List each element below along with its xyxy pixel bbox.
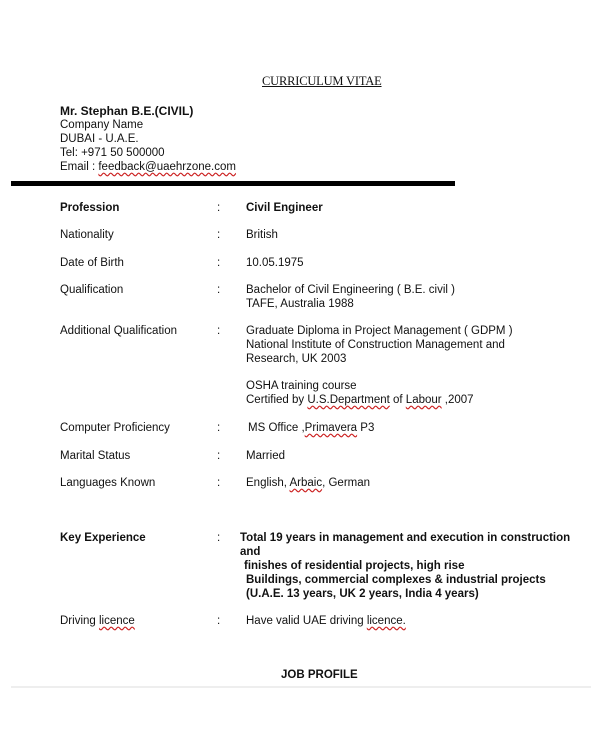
value-marital-status: Married xyxy=(246,450,285,462)
additional-line: Research, UK 2003 xyxy=(246,353,347,365)
certification-line xyxy=(246,393,586,407)
value-qualification xyxy=(246,283,586,311)
header-divider xyxy=(11,181,455,186)
cert-text: Certified by xyxy=(246,394,308,406)
value-text: Have valid UAE driving xyxy=(246,615,367,627)
email-link[interactable]: feedback@uaehrzone.com xyxy=(98,161,236,173)
label-qualification: Qualification xyxy=(60,284,124,296)
colon: : xyxy=(217,257,221,269)
document-title: CURRICULUM VITAE xyxy=(262,74,382,88)
city: DUBAI - U.A.E. xyxy=(60,133,139,145)
label-driving-licence xyxy=(60,614,210,628)
job-profile-heading: JOB PROFILE xyxy=(281,669,358,681)
additional-line: National Institute of Construction Management and xyxy=(246,339,505,351)
value-driving-licence xyxy=(246,614,586,628)
label-languages: Languages Known xyxy=(60,477,156,489)
label-computer-proficiency: Computer Proficiency xyxy=(60,422,170,434)
colon: : xyxy=(217,325,221,337)
label-licence: licence xyxy=(98,615,135,627)
colon: : xyxy=(217,202,221,214)
additional-line: Graduate Diploma in Project Management ( GDPM ) xyxy=(246,325,513,337)
cert-labour: Labour xyxy=(405,394,442,406)
osha-course: OSHA training course xyxy=(246,380,357,392)
label-marital-status: Marital Status xyxy=(60,450,131,462)
cert-department: U.S.Department xyxy=(307,394,390,406)
language-text: , German xyxy=(322,477,371,489)
experience-line: (U.A.E. 13 years, UK 2 years, India 4 years) xyxy=(246,588,479,600)
qualification-line: TAFE, Australia 1988 xyxy=(246,298,354,310)
language-text: English, xyxy=(246,477,290,489)
cert-text: of xyxy=(389,394,406,406)
email-line xyxy=(60,160,236,174)
colon: : xyxy=(217,450,221,462)
colon: : xyxy=(217,477,221,489)
software-version: P3 xyxy=(357,422,375,434)
label-additional-qualification: Additional Qualification xyxy=(60,325,177,337)
label-profession: Profession xyxy=(60,202,120,214)
experience-line: Buildings, commercial complexes & industrial projects xyxy=(246,574,546,586)
cert-year: ,2007 xyxy=(441,394,474,406)
label-nationality: Nationality xyxy=(60,229,114,241)
value-date-of-birth: 10.05.1975 xyxy=(246,257,304,269)
label-date-of-birth: Date of Birth xyxy=(60,257,124,269)
experience-line: finishes of residential projects, high rise xyxy=(244,560,465,572)
label-key-experience: Key Experience xyxy=(60,532,146,544)
software-primavera: Primavera xyxy=(304,422,358,434)
colon: : xyxy=(217,532,221,544)
page-edge-line xyxy=(11,686,591,688)
colon: : xyxy=(217,615,221,627)
value-key-experience xyxy=(240,531,580,601)
telephone: Tel: +971 50 500000 xyxy=(60,147,165,159)
value-additional-qualification xyxy=(246,324,586,407)
qualification-line: Bachelor of Civil Engineering ( B.E. civil ) xyxy=(246,284,455,296)
colon: : xyxy=(217,284,221,296)
company-name: Company Name xyxy=(60,119,144,131)
software-ms-office: MS Office , xyxy=(248,422,305,434)
candidate-name: Mr. Stephan B.E.(CIVIL) xyxy=(60,104,194,118)
value-computer-proficiency xyxy=(248,421,588,435)
colon: : xyxy=(217,229,221,241)
value-licence: licence. xyxy=(366,615,406,627)
email-label: Email : xyxy=(60,161,96,173)
colon: : xyxy=(217,422,221,434)
contact-header xyxy=(60,104,236,174)
language-arbaic: Arbaic xyxy=(289,477,323,489)
label-text: Driving xyxy=(60,615,99,627)
experience-line: Total 19 years in management and execution in construction and xyxy=(240,532,571,558)
value-nationality: British xyxy=(246,229,278,241)
value-languages xyxy=(246,476,586,490)
value-profession: Civil Engineer xyxy=(246,202,323,214)
